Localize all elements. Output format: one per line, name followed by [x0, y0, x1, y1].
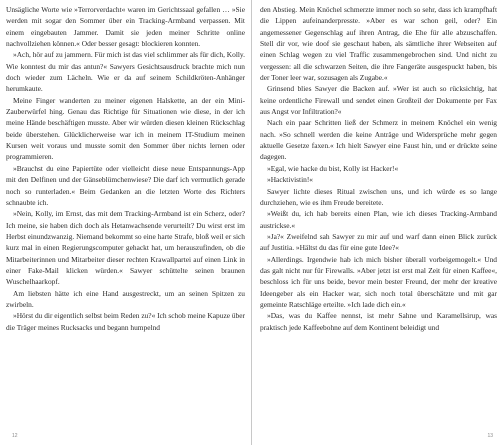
paragraph: »Egal, wie hacke du bist, Kolly ist Hacker!«	[267, 163, 399, 173]
paragraph: »Brauchst du eine Papiertüte oder vielleicht diese neue Entspannungs-App mit den Delfinen und der Gänseblümchenwiese? Die darf ich vermutlich gerade noch so runterladen.« Beim Gedanken an die letzten Worte des Richters schnaubte ich.	[6, 163, 245, 207]
paragraph: Sawyer lichte dieses Ritual zwischen uns, und ich würde es so lange durchziehen, wie es ihm Freude bereitete.	[260, 186, 497, 207]
paragraph: Nach ein paar Schritten ließ der Schmerz in meinem Knöchel ein wenig nach. »So schnell werden die keine Anträge und Widersprüche mehr gegen aktuelle Gesetze faxen.« Ich hielt Sawyer eine Faust hin, und er drückte seine dagegen.	[260, 118, 497, 162]
paragraph: »Das, was du Kaffee nennst, ist mehr Sahne und Karamellsirup, was praktisch jede Kaffeebohne auf dem Kontinent beleidigt und	[260, 311, 497, 332]
page-number: 12	[12, 433, 18, 439]
paragraph: Unsägliche Worte wie »Terrorverdacht« waren im Gerichtssaal gefallen … »Sie werden mit sogar den Sommer über ein Tracking-Armband verpassen. Mit einem eingebauten Jammer. Damit sie jeden meiner Schritte online nachvollziehen können.« Oder besser gesagt: blockieren konnten.	[6, 5, 245, 49]
paragraph: »Ja?« Zweifelnd sah Sawyer zu mir auf und warf dann einen Blick zurück auf Justitia. »Hältst du das für eine gute Idee?«	[260, 231, 497, 253]
paragraph: »Ach, hör auf zu jammern. Für mich ist das viel schlimmer als für dich, Kolly. Wie konntest du mir das antun?« Sawyers Gesichtsausdruck brachte mich nun doch wieder zum Lächeln. Wie er da auf seinem Schildkröten-Anhänger herumkaute.	[6, 50, 245, 94]
paragraph: Meine Finger wanderten zu meiner eigenen Halskette, an der ein Mini-Zauberwürfel hing. Genau das Richtige für Situationen wie diese, in der ich meine Hände beschäftigen musste. Aber wir würden diesen kleinen Rückschlag beide überstehen. Glücklicherweise war ich in meinem IT-Studium meinen Kursen weit voraus und musste somit den Sommer über nichts lernen oder programmieren.	[6, 95, 245, 162]
paragraph: »Weißt du, ich hab bereits einen Plan, wie ich dieses Tracking-Armband austrickse.«	[260, 209, 497, 230]
paragraph: den Abstieg. Mein Knöchel schmerzte immer noch so sehr, dass ich krampfhaft die Lippen aufeinanderpresste. »Aber es war schon geil, oder? Ein angemessener Gegenschlag auf ihren Antrag, die Ehe für alle abzuschaffen. Stell dir vor, wie doof sie geschaut haben, als sämtliche ihrer Webseiten auf einen Schlag wegen zu viel Traffic zusammengebrochen sind. Und nicht zu vergessen: all die schwarzen Seiten, die ihre Fangeräte ausgespuckt haben, bis der Toner leer war, sozusagen als Zugabe.«	[260, 5, 497, 83]
left-page	[0, 0, 251, 445]
paragraph: Grinsend blies Sawyer die Backen auf. »Wer ist auch so rücksichtig, hat keine ordentliche Firewall und sendet einen Großteil der Dokumente per Fax aus Angst vor Infiltration?«	[260, 84, 497, 117]
right-page	[252, 0, 503, 445]
paragraph: »Allerdings. Irgendwie hab ich mich bisher überall vorbeigemogelt.« Und das galt nicht nur für Firewalls. »Aber jetzt ist erst mal Zeit für einen Kaffee«, beschloss ich für uns beide, bevor mein bester Freund, der mehr der kreative Ideengeber als ein Hacker war, sich noch total überschätzte und mit gar gemeinte Ratschläge erteilte. »Ich lade dich ein.«	[260, 254, 497, 309]
right-page-body	[260, 4, 497, 333]
paragraph: »Nein, Kolly, im Ernst, das mit dem Tracking-Armband ist ein Scherz, oder? Ich meine, sie haben dich doch als Hetanwachsende verurteilt? Du wirst erst im Herbst einundzwanzig. Niemand bekommt so eine harte Strafe, bloß weil er sich kurz mal in einen Regierungscomputer gehackt hat, um herauszufinden, ob die Mitarbeiterinnen und Mitarbeiter dieser rechten Krawallpartei auf einen Link in einer Fake-Mail klicken würden.« Sawyer schüttelte seinen braunen Wuschelhaarkopf.	[6, 209, 245, 287]
left-page-body	[6, 4, 245, 333]
paragraph: »Hacktivistin!«	[267, 175, 313, 185]
paragraph: »Hörst du dir eigentlich selbst beim Reden zu?« Ich schob meine Kapuze über die Träger meines Rucksacks und begann humpelnd	[6, 311, 245, 332]
paragraph: Am liebsten hätte ich eine Hand ausgestreckt, um an seinen Spitzen zu zwirbeln.	[6, 288, 245, 309]
page-number: 13	[487, 433, 493, 439]
